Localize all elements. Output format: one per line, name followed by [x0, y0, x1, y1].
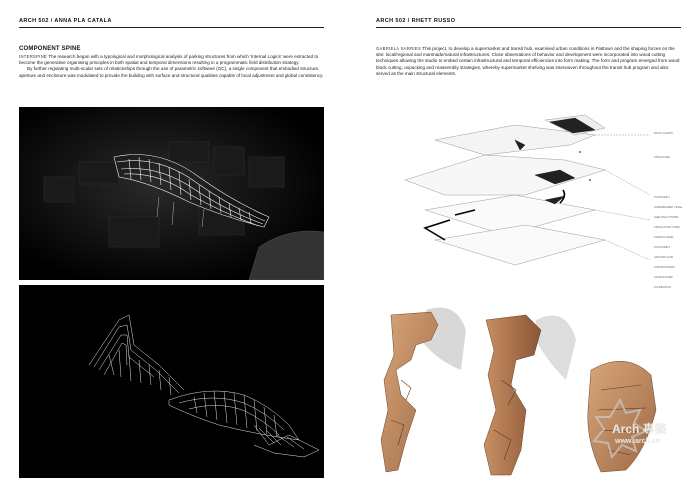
right-description	[376, 46, 681, 77]
spine-wireframe-render	[19, 285, 324, 478]
left-description	[19, 54, 324, 79]
diagram-label: SUPERMARKET LEVEL	[654, 206, 683, 209]
left-para-1: The research began with a typological and morphological analysis of parking structures from which 'Internal Logics' were extracted to become the generative organising principles in both spatial and temporal dimensions resulting in a programmatic field distribution strategy.	[19, 54, 319, 66]
left-lead: INTERSPINE	[19, 54, 48, 59]
diagram-label: PLATFORM 1	[654, 196, 671, 199]
render-panel-bottom	[19, 285, 324, 478]
diagram-label: ROOF CANOPY	[654, 132, 674, 135]
watermark-url: www.iarch.cn	[615, 438, 660, 445]
diagram-label: SHELVING SYSTEM	[654, 216, 679, 219]
right-lead: GABRIELA SARRIES	[376, 46, 422, 51]
axonometric-drawing	[395, 100, 685, 290]
project-title: COMPONENT SPINE	[19, 46, 81, 52]
watermark-brand: Arch 專築	[612, 422, 667, 436]
spine-perspective-render	[19, 107, 324, 280]
diagram-label: PLATFORM 2	[654, 246, 671, 249]
diagram-label: ACCESS RAMP	[654, 276, 673, 279]
left-para-2: By further regulating multi-scalar sets of relationships through the use of parametric software (GC), a single component that embodied structure, aperture and enclosure was modulated to provide the building with surface and structural qualities capable of local adjustment and global consistency.	[19, 66, 324, 78]
exploded-axonometric-diagram	[395, 100, 685, 290]
diagram-label: GROUND SLAB	[654, 256, 673, 259]
diagram-label: CIRCULATION CORE	[654, 226, 680, 229]
left-header-rule	[19, 27, 324, 28]
diagram-label: TRANSIT LEVEL	[654, 236, 674, 239]
render-panel-top	[19, 107, 324, 280]
diagram-label: STRUCTURE	[654, 156, 670, 159]
right-page-header: ARCH 502 / RHETT RUSSO	[376, 18, 456, 24]
left-page-header: ARCH 502 / ANNA PLA CATALA	[19, 18, 112, 24]
diagram-label: FOUNDATION	[654, 286, 671, 289]
right-para: This project, to develop a supermarket and transit hub, examined urban conditions in Flattown and the shaping forces on the site: local/regional and manmade/natural infrastructures. Close observations of behavior and development were incorporated into wood cutting techniques allowing the studio to embed certain infrastructural and temporal efficiencies into form making. The form and program emerged from wood block cutting, unpacking and reassembly strategies, whereby supermarket shelving was interwoven throughout the transit hub program and also served as the main structural elements.	[376, 46, 680, 76]
right-header-rule	[376, 27, 681, 28]
diagram-label: SITE BOUNDARY	[654, 266, 676, 269]
